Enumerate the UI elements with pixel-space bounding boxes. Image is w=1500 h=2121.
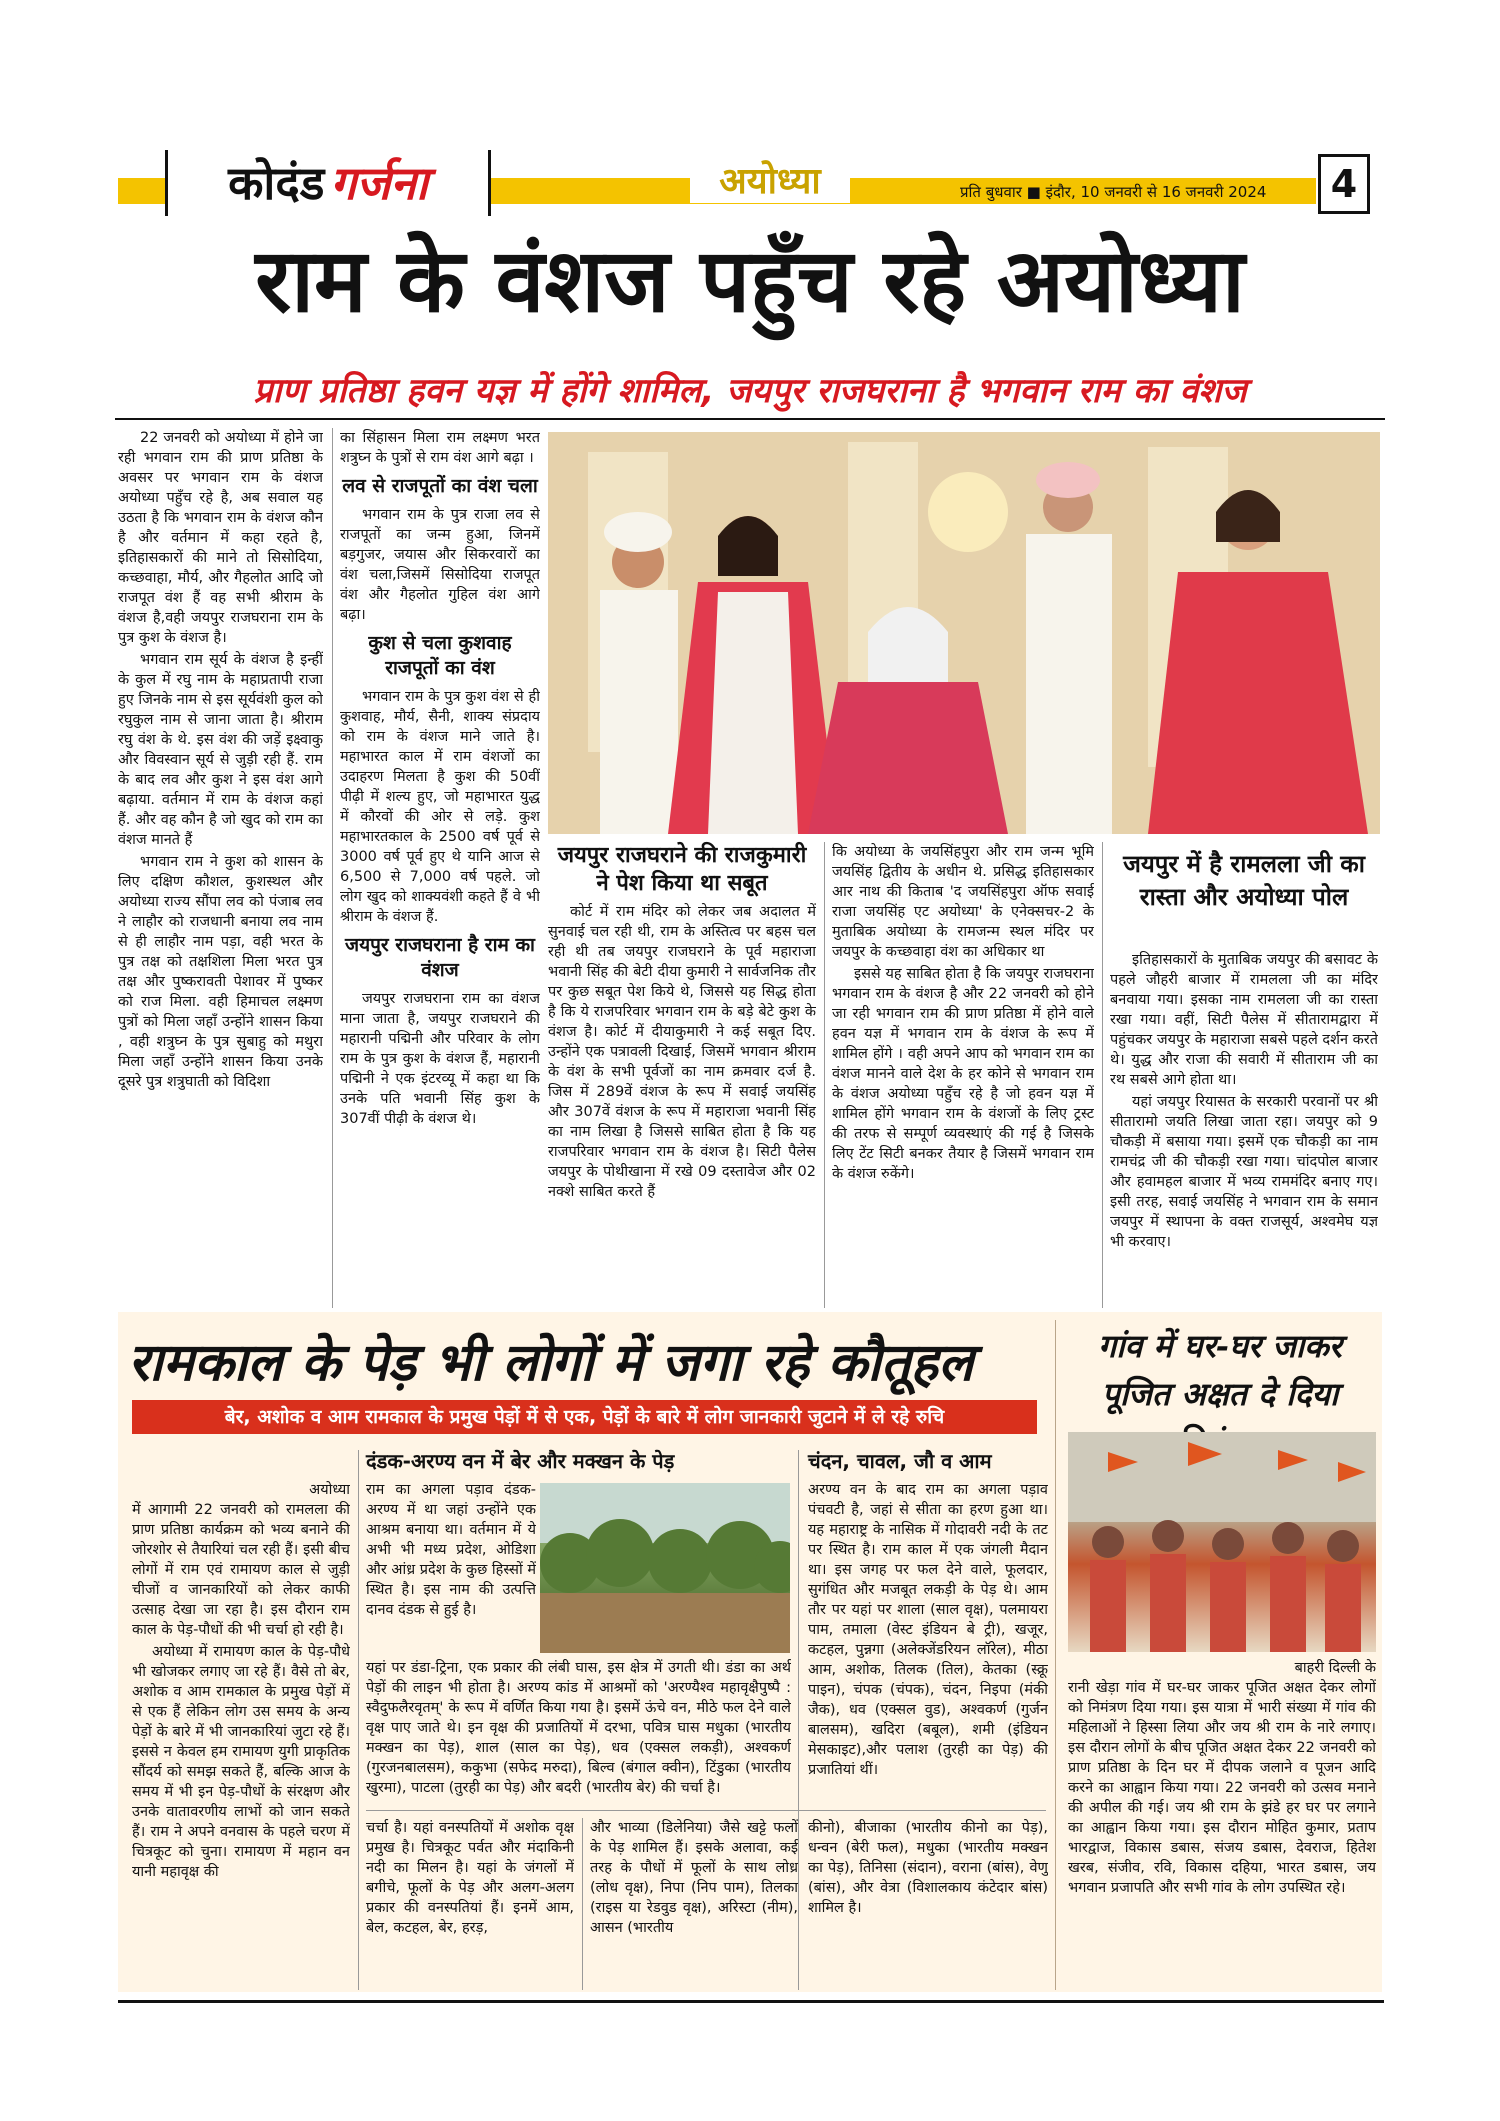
lead-column-2: [340, 428, 540, 1308]
column-divider: [824, 842, 825, 1308]
box1-paragraph: कोर्ट में राम मंदिर को लेकर जब अदालत में सुनवाई चल रही थी, राम के अस्तित्व पर बहस चल रही थी तब जयपुर राजघराने के पूर्व महाराजा भवानी सिंह की बेटी दीया कुमारी ने सार्वजनिक तौर पर कुछ सबूत पेश किये थे, जिससे यह सिद्ध होता है कि ये राजपरिवार भगवान राम के बड़े बेटे कुश के वंशज है। कोर्ट में दीयाकुमारी ने कई सबूत दिए. उन्होंने एक पत्रावली दिखाई, जिसमें भगवान श्रीराम के वंश के सभी पूर्वजों का नाम क्रमवार दर्ज है. जिस में 289वें वंशज के रूप में सवाई जयसिंह और 307वें वंशज के रूप में महाराजा भवानी सिंह का नाम लिखा है जिससे साबित होता है कि यह राजपरिवार भगवान राम के वंशज है। सिटी पैलेस जयपुर के पोथीखाना में रखे 09 दस्तावेज और 02 नक्शे साबित करते हैं: [548, 904, 816, 1200]
section1-bottom-2: [590, 1818, 798, 1990]
section-city: अयोध्या: [690, 155, 850, 203]
forest-photo: [540, 1483, 790, 1653]
lead-column-1: [118, 428, 323, 1308]
logo-part-1: कोदंड: [228, 156, 325, 210]
column-divider: [798, 1450, 799, 1990]
feature-paragraph: अयोध्या में रामायण काल के पेड़-पौधे भी खोजकर लगाए जा रहे हैं। वैसे तो बेर, अशोक व आम रामकाल के प्रमुख पेड़ों में से एक हैं लेकिन लोग उस समय के अन्य पेड़ों के बारे में भी जानकारियां जुटा रहे हैं। इससे न केवल हम रामायण युगी प्राकृतिक सौंदर्य को समझ सकते हैं, बल्कि आज के समय में भी इन पेड़-पौधों के संरक्षण और उनके वातावरणीय लाभों को जान सकते हैं। राम ने अपने वनवास के पहले चरण में चित्रकूट को चुना। रामायण में महान वन यानी महावृक्ष की: [132, 1644, 350, 1880]
masthead-logo: [165, 150, 491, 216]
forest-illustration: [540, 1483, 790, 1653]
lead-col1-para: भगवान राम सूर्य के वंशज है इन्हीं के कुल में रघु नाम के महाप्रतापी राजा हुए जिनके नाम से इस सूर्यवंशी कुल को रघुकुल नाम से जाना जाता है। श्रीराम रघु वंश के थे. इस वंश की जड़ें इक्ष्वाकु और विवस्वान सूर्य से जुड़ी रही हैं. राम के बाद लव और कुश ने इस वंश आगे बढ़ाया. वर्तमान में राम के वंशज कहां हैं. और वह कौन है जो खुद को राम का वंशज मानते हैं: [118, 652, 323, 848]
section1-paragraph: राम का अगला पड़ाव दंडक-अरण्य में था जहां उन्होंने एक आश्रम बनाया था। वर्तमान में ये अभी भी मध्य प्रदेश, ओडिशा और आंध्र प्रदेश के कुछ हिस्सों में स्थित है। इस नाम की उत्पत्ति दानव दंडक से हुई है।: [366, 1482, 536, 1618]
column-divider: [582, 1818, 583, 1990]
section1-bottom: [366, 1818, 574, 1990]
lead-col2-para: भगवान राम के पुत्र राजा लव से राजपूतों का जन्म हुआ, जिनमें बड़गुजर, जयास और सिकरवारों का वंश चला,जिसमें सिसोदिया राजपूत वंश और गैहलोत गुहिल वंश आगे बढ़ा।: [340, 507, 540, 623]
lead-subheadline: प्राण प्रतिष्ठा हवन यज्ञ में होंगे शामिल, जयपुर राजघराना है भगवान राम का वंशज: [253, 371, 1247, 411]
subhead-lav: लव से राजपूतों का वंश चला: [342, 475, 538, 497]
subhead-jaipur: जयपुर राजघराना है राम का वंशज: [345, 934, 535, 981]
feature-column-1: [132, 1480, 350, 1990]
lead-col1-para: 22 जनवरी को अयोध्या में होने जा रही भगवान राम की प्राण प्रतिष्ठा के अवसर पर भगवान राम के वंशज अयोध्या पहुँच रहे है, अब सवाल यह उठता है कि भगवान राम के वंशज कौन है और वर्तमान में कहा रहते है, इतिहासकारों की माने तो सिसोदिया, कच्छवाहा, मौर्य, और गैहलोत आदि जो राजपूत वंश हैं वह सभी श्रीराम के वंशज है,वही जयपुर राजघराना राम के पुत्र कुश के वंशज है।: [118, 430, 323, 646]
column-divider: [1102, 842, 1103, 1308]
side-text: [1068, 1658, 1376, 1990]
box3-paragraph: यहां जयपुर रियासत के सरकारी परवानों पर श्री सीतारामो जयति लिखा जाता रहा। जयपुर को 9 चौकड़ी में बसाया गया। इसमें एक चौकड़ी का नाम रामचंद्र जी की चौकड़ी रखा गया। चांदपोल बाजार और हवामहल बाजार में भव्य राममंदिर बनाए गए। इसी तरह, सवाई जयसिंह ने भगवान राम के समान जयपुर में स्थापना के वक्त राजसूर्य, अश्वमेघ यज्ञ भी करवाए।: [1110, 1094, 1378, 1250]
box3-paragraph: इतिहासकारों के मुताबिक जयपुर की बसावट के पहले जौहरी बाजार में रामलला जी का मंदिर बनवाया गया। इसका नाम रामलला जी का रास्ता रखा गया। वहीं, सिटी पैलेस में सीतारामद्वारा में पहुंचकर जयपुर के महाराजा सबसे पहले दर्शन करते थे। युद्ध और राजा की सवारी में सीताराम जी का रथ सबसे आगे होता था।: [1110, 952, 1378, 1088]
side-headline: गांव में घर-घर जाकर पूजित अक्षत दे दिया: [1098, 1327, 1342, 1413]
section1-paragraph: चर्चा है। यहां वनस्पतियों में अशोक वृक्ष प्रमुख है। चित्रकूट पर्वत और मंदाकिनी नदी का मिलन है। यहां के जंगलों में बगीचे, फूलों के पेड़ और अलग-अलग प्रकार की वनस्पतियां हैं। इनमें आम, बेल, कटहल, बेर, हरड़,: [366, 1820, 574, 1936]
section2-text: [808, 1480, 1048, 1806]
section1-paragraph: यहां पर डंडा-ट्रिना, एक प्रकार की लंबी घास, इस क्षेत्र में उगती थी। डंडा का अर्थ पेड़ों की लाइन भी होता है। अरण्य कांड में आश्रमों को 'अरण्यैश्व महावृक्षैपुष्पै : स्वैदुफलैरवृतम्' के रूप में वर्णित किया गया है। इसमें ऊंचे वन, मीठे फल देने वाले वृक्ष पाए जाते थे। इन वृक्ष की प्रजातियों में दरभा, पवित्र घास मधुका (भारतीय मक्खन का पेड़), शाल (साल का पेड़), धव (एक्सल लकड़ी), अश्वकर्ण (गुरजनबालसम), ककुभा (सफेद मरुदा), बिल्व (बंगाल क्वीन), टिंडुका (भारतीय खुरमा), पाटला (तुरही का पेड़) और बदरी (भारतीय बेर) की चर्चा है।: [366, 1660, 791, 1796]
column-divider: [358, 1450, 359, 1990]
feature-paragraph: में आगामी 22 जनवरी को रामलला की प्राण प्रतिष्ठा कार्यक्रम को भव्य बनाने की जोरशोर से तैयारियां चल रही हैं। इसी बीच लोगों में राम एवं रामायण काल से जुड़ी चीजों व जानकारियों को लेकर काफी उत्साह देखा जा रहा है। इस दौरान राम काल के पेड़-पौधों की भी चर्चा हो रही है।: [132, 1502, 350, 1638]
lead-headline: राम के वंशज पहुँच रहे अयोध्या: [255, 228, 1245, 332]
section2-paragraph: अरण्य वन के बाद राम का अगला पड़ाव पंचवटी है, जहां से सीता का हरण हुआ था। यह महाराष्ट्र के नासिक में गोदावरी नदी के तट पर स्थित है। राम काल में एक जंगली मैदान था। इस जगह पर फल देने वाले, फूलदार, सुगंधित और मजबूत लकड़ी के पेड़ थे। आम तौर पर यहां पर शाला (साल वृक्ष), पलमायरा पाम, तमाला (वेस्ट इंडियन बे ट्री), खजूर, कटहल, पुन्नगा (अलेक्जेंडरियन लॉरेल), मीठा आम, अशोक, तिलक (तिल), केतका (स्क्रू पाइन), चंपक (चंपक), चंदन, निइपा (मंकी जैक), धव (एक्सल वुड), अश्वकर्ण (गुर्जन बालसम), खदिरा (बबूल), शमी (इंडियन मेसकाइट),और पलाश (तुरही का पेड़) की प्रजातियां थीं।: [808, 1482, 1048, 1778]
section1-full: [366, 1658, 791, 1804]
subhead-kush: कुश से चला कुशवाह राजपूतों का वंश: [368, 632, 512, 679]
dateline: प्रति बुधवार ■ इंदौर, 10 जनवरी से 16 जनवरी 2024: [960, 183, 1267, 201]
lead-col1-para: भगवान राम ने कुश को शासन के लिए दक्षिण कौशल, कुशस्थल और अयोध्या राज्य सौंपा लव को पंजाब लव ने लाहौर को राजधानी बनाया लव नाम से ही लाहौर नाम पड़ा, वही भरत के पुत्र तक्ष को तक्षशिला मिला भरत पुत्र तक्ष और पुष्करावती पेशावर में पुष्कर को राज मिला. वही हिमाचल लक्ष्मण पुत्रों को मिला जहाँ उन्होंने शासन किया , वही शत्रुघ्न के पुत्र सुबाहु को मथुरा मिला जहाँ उन्होंने शासन किया उनके दूसरे पुत्र शत्रुघाती को विदिशा: [118, 854, 323, 1090]
section1-headline: दंडक-अरण्य वन में बेर और मक्खन के पेड़: [366, 1449, 675, 1473]
section1-paragraph: और भाव्या (डिलेनिया) जैसे खट्टे फलों के पेड़ शामिल हैं। इसके अलावा, कई तरह के पौधों में फूलों के साथ लोध्र (लोध वृक्ष), निपा (निप पाम), तिलका (राइस या रेडवुड वृक्ष), अरिस्टा (नीम), आसन (भारतीय: [590, 1820, 798, 1936]
box1-headline: जयपुर राजघराने की राजकुमारी ने पेश किया था सबूत: [557, 843, 807, 896]
column-divider: [1055, 1320, 1056, 1990]
village-procession-photo: [1068, 1432, 1376, 1652]
divider-rule: [366, 1810, 1046, 1811]
box1-text: [548, 902, 816, 1310]
feature-band: बेर, अशोक व आम रामकाल के प्रमुख पेड़ों में से एक, पेड़ों के बारे में लोग जानकारी जुटाने में ले रहे रुचि: [132, 1400, 1037, 1434]
procession-illustration: [1068, 1432, 1376, 1652]
page-number: 4: [1318, 154, 1370, 214]
column-divider: [332, 428, 333, 1308]
section1-intro: [366, 1480, 536, 1656]
feature-headline: रामकाल के पेड़ भी लोगों में जगा रहे कौतूहल: [128, 1332, 974, 1393]
box3-text: [1110, 950, 1378, 1310]
section2-bottom: [808, 1818, 1048, 1990]
section2-headline: चंदन, चावल, जौ व आम: [808, 1449, 992, 1473]
box2-paragraph: कि अयोध्या के जयसिंहपुरा और राम जन्म भूमि जयसिंह द्वितीय के अधीन थे. प्रसिद्ध इतिहासकार आर नाथ की किताब 'द जयसिंहपुरा ऑफ सवाई राजा जयसिंह एट अयोध्या' के एनेक्सचर-2 के मुताबिक अयोध्या के रामजन्म स्थल मंदिर पर जयपुर के कच्छवाहा वंश का अधिकार था: [832, 844, 1094, 960]
photo-illustration: [548, 432, 1380, 834]
side-paragraph: रानी खेड़ा गांव में घर-घर जाकर पूजित अक्षत देकर लोगों को निमंत्रण दिया गया। इस यात्रा में भारी संख्या में गांव की महिलाओं ने हिस्सा लिया और जय श्री राम के नारे लगाए। इस दौरान लोगों के बीच पूजित अक्षत देकर 22 जनवरी को प्राण प्रतिष्ठा के दिन घर में दीपक जलाने व पूजन आदि करने का आह्वान किया गया। 22 जनवरी को उत्सव मनाने की अपील की गई। जय श्री राम के झंडे हर घर पर लगाने का आह्वान किया गया। इस दौरान मोहित कुमार, प्रताप भारद्वाज, विकास डबास, संजय डबास, देवराज, हितेश खरब, संजीव, रवि, विकास दहिया, भारत डबास, जय भगवान प्रजापति और सभी गांव के लोग उपस्थित रहे।: [1068, 1680, 1376, 1896]
royal-family-photo: [548, 432, 1380, 834]
section2-paragraph: कीनो), बीजाका (भारतीय कीनो का पेड़), धन्वन (बेरी फल), मधुका (भारतीय मक्खन का पेड़), तिनिसा (संदान), वराना (बांस), वेणु (बांस), और वेत्रा (विशालकाय कंटेदार बांस) शामिल है।: [808, 1820, 1048, 1916]
lead-col2-para: जयपुर राजघराना राम का वंशज माना जाता है, जयपुर राजघराने की महारानी पद्मिनी और परिवार के लोग राम के पुत्र कुश के वंशज हैं, महारानी पद्मिनी ने एक इंटरव्यू में कहा था कि उनके पति भवानी सिंह कुश के 307वीं पीढ़ी के वंशज थे।: [340, 991, 540, 1127]
box2-text: [832, 842, 1094, 1310]
divider-rule: [115, 418, 1385, 420]
bottom-rule: [118, 2000, 1384, 2003]
lead-col2-para: भगवान राम के पुत्र कुश वंश से ही कुशवाह, मौर्य, सैनी, शाक्य संप्रदाय को राम के वंशज माने जाते है। महाभारत काल में राम वंशजों का उदाहरण मिलता है कुश की 50वीं पीढ़ी में शल्य हुए, जो महाभारत युद्ध में कौरवों की ओर से लड़े. कुश महाभारतकाल के 2500 वर्ष पूर्व से 3000 वर्ष पूर्व हुए थे यानि आज से 6,500 से 7,000 वर्ष पहले. जो लोग खुद को शाक्यवंशी कहते हैं वे भी श्रीराम के वंशज हैं.: [340, 689, 540, 925]
lead-col2-intro: का सिंहासन मिला राम लक्ष्मण भरत शत्रुघ्न के पुत्रों से राम वंश आगे बढ़ा ।: [340, 430, 540, 466]
side-dateline: बाहरी दिल्ली के: [1294, 1660, 1376, 1676]
logo-part-2: गर्जना: [330, 156, 428, 210]
box3-headline: जयपुर में है रामलला जी का रास्ता और अयोध्या पोल: [1123, 850, 1365, 911]
box2-paragraph: इससे यह साबित होता है कि जयपुर राजघराना भगवान राम के वंशज है और 22 जनवरी को होने जा रही भगवान राम की प्राण प्रतिष्ठा में होने वाले हवन यज्ञ में भगवान राम के वंशज के रूप में शामिल होंगे । वही अपने आप को भगवान राम का वंशज मानने वाले देश के हर कोने से भगवान राम के वंशज अयोध्या पहुँच रहे है जो हवन यज्ञ में शामिल होंगे भगवान राम के वंशजों के लिए ट्रस्ट की तरफ से सम्पूर्ण व्यवस्थाएं की गई है जिसके लिए टेंट सिटी बनकर तैयार है जिसमें भगवान राम के वंशज रुकेंगे।: [832, 966, 1094, 1182]
feature-dateline: अयोध्या: [309, 1482, 350, 1498]
